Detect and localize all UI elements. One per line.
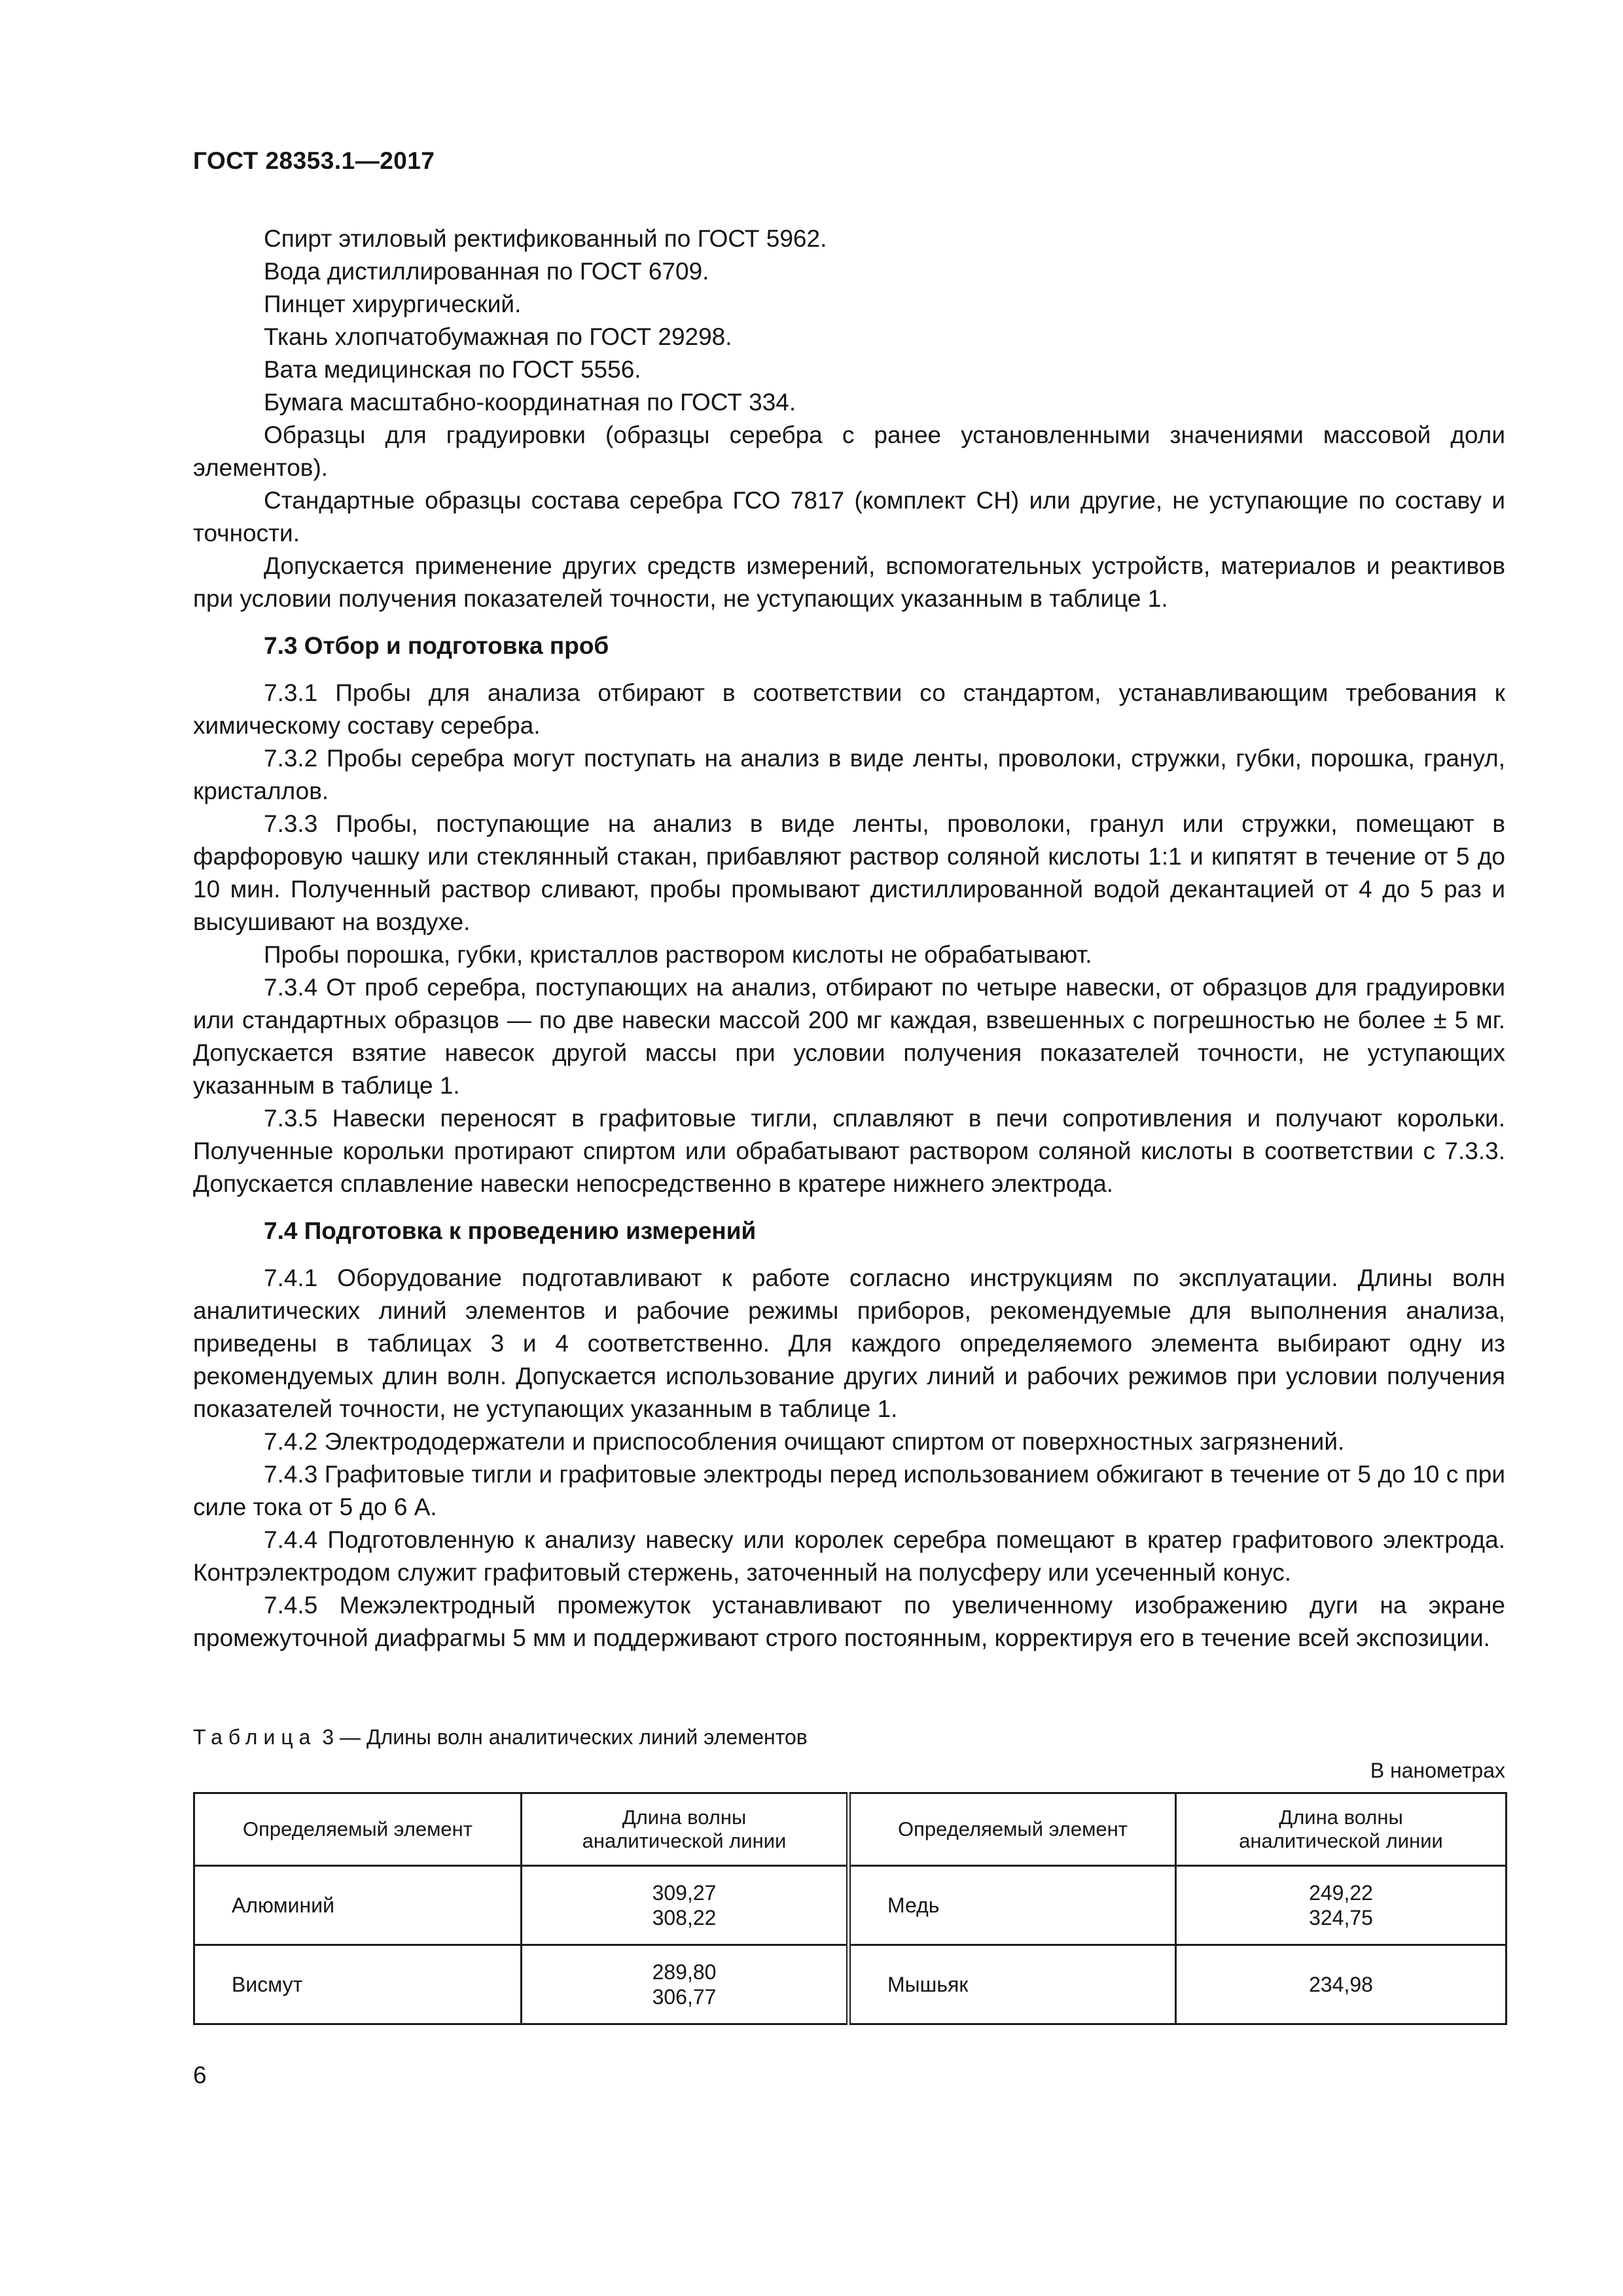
paragraph: 7.3.1 Пробы для анализа отбирают в соответствии со стандартом, устанавливающим требования к химическому составу серебра. bbox=[193, 679, 1505, 739]
table-caption-label: Таблица bbox=[193, 1725, 317, 1749]
page-number: 6 bbox=[193, 2062, 207, 2089]
paragraph: 7.4.2 Электрододержатели и приспособления очищают спиртом от поверхностных загрязнений. bbox=[264, 1428, 1345, 1455]
paragraph: Пинцет хирургический. bbox=[264, 291, 522, 317]
paragraph: Пробы порошка, губки, кристаллов раствором кислоты не обрабатывают. bbox=[264, 941, 1092, 968]
wavelength-table bbox=[193, 1792, 1507, 2025]
body-text bbox=[193, 223, 1505, 1655]
wavelength-cell: 249,22 324,75 bbox=[1176, 1866, 1507, 1945]
paragraph: 7.3.5 Навески переносят в графитовые тигли, сплавляют в печи сопротивления и получают корольки. Полученные корольки протирают спиртом или обрабатывают раствором соляной кислоты в соответствии с 7.3.3. Допускается сплавление навески непосредственно в кратере нижнего электрода. bbox=[193, 1105, 1505, 1197]
table-row bbox=[194, 1866, 1507, 1945]
wavelength-cell: 309,27 308,22 bbox=[522, 1866, 849, 1945]
wavelength-cell: 289,80 306,77 bbox=[522, 1945, 849, 2024]
paragraph: 7.3.2 Пробы серебра могут поступать на анализ в виде ленты, проволоки, стружки, губки, порошка, гранул, кристаллов. bbox=[193, 745, 1505, 804]
paragraph: Ткань хлопчатобумажная по ГОСТ 29298. bbox=[264, 323, 732, 350]
element-cell: Алюминий bbox=[194, 1866, 522, 1945]
paragraph: 7.4.5 Межэлектродный промежуток устанавливают по увеличенному изображению дуги на экране промежуточной диафрагмы 5 мм и поддерживают строго постоянным, корректируя его в течение всей экспозиции. bbox=[193, 1592, 1505, 1651]
wavelength-cell: 234,98 bbox=[1176, 1945, 1507, 2024]
paragraph: Вода дистиллированная по ГОСТ 6709. bbox=[264, 258, 709, 285]
table-units: В нанометрах bbox=[1370, 1759, 1505, 1782]
element-cell: Медь bbox=[849, 1866, 1176, 1945]
column-header: Определяемый элемент bbox=[194, 1793, 522, 1866]
section-heading-7-3: 7.3 Отбор и подготовка проб bbox=[264, 632, 609, 659]
paragraph: Стандартные образцы состава серебра ГСО 7817 (комплект СН) или другие, не уступающие по составу и точности. bbox=[193, 487, 1505, 547]
element-cell: Висмут bbox=[194, 1945, 522, 2024]
standard-header: ГОСТ 28353.1—2017 bbox=[193, 147, 435, 174]
table-row bbox=[194, 1945, 1507, 2024]
column-header: Длина волны аналитической линии bbox=[1176, 1793, 1507, 1866]
paragraph: Вата медицинская по ГОСТ 5556. bbox=[264, 356, 641, 383]
paragraph: Спирт этиловый ректификованный по ГОСТ 5962. bbox=[264, 225, 827, 252]
paragraph: Образцы для градуировки (образцы серебра с ранее установленными значениями массовой доли элементов). bbox=[193, 422, 1505, 481]
paragraph: 7.4.3 Графитовые тигли и графитовые электроды перед использованием обжигают в течение от 5 до 10 с при силе тока от 5 до 6 А. bbox=[193, 1461, 1505, 1520]
paragraph: Допускается применение других средств измерений, вспомогательных устройств, материалов и реактивов при условии получения показателей точности, не уступающих указанным в таблице 1. bbox=[193, 552, 1505, 612]
table-caption bbox=[193, 1724, 808, 1750]
section-heading-7-4: 7.4 Подготовка к проведению измерений bbox=[264, 1217, 757, 1244]
paragraph: 7.4.1 Оборудование подготавливают к работе согласно инструкциям по эксплуатации. Длины волн аналитических линий элементов и рабочие режимы приборов, рекомендуемые для выполнения анализа, приведены в таблицах 3 и 4 соответственно. Для каждого определяемого элемента выбирают одну из рекомендуемых длин волн. Допускается использование других линий и рабочих режимов при условии получения показателей точности, не уступающих указанным в таблице 1. bbox=[193, 1265, 1505, 1422]
column-header: Определяемый элемент bbox=[849, 1793, 1176, 1866]
paragraph: Бумага масштабно-координатная по ГОСТ 334. bbox=[264, 389, 796, 416]
column-header: Длина волны аналитической линии bbox=[522, 1793, 849, 1866]
element-cell: Мышьяк bbox=[849, 1945, 1176, 2024]
paragraph: 7.3.3 Пробы, поступающие на анализ в виде ленты, проволоки, гранул или стружки, помещают в фарфоровую чашку или стеклянный стакан, прибавляют раствор соляной кислоты 1:1 и кипятят в течение от 5 до 10 мин. Полученный раствор сливают, пробы промывают дистиллированной водой декантацией от 4 до 5 раз и высушивают на воздухе. bbox=[193, 810, 1505, 935]
table-caption-title: 3 — Длины волн аналитических линий элементов bbox=[316, 1725, 808, 1749]
table-header-row bbox=[194, 1793, 1507, 1866]
paragraph: 7.3.4 От проб серебра, поступающих на анализ, отбирают по четыре навески, от образцов для градуировки или стандартных образцов — по две навески массой 200 мг каждая, взвешенных с погрешностью не более ± 5 мг. Допускается взятие навесок другой массы при условии получения показателей точности, не уступающих указанным в таблице 1. bbox=[193, 974, 1505, 1099]
paragraph: 7.4.4 Подготовленную к анализу навеску или королек серебра помещают в кратер графитового электрода. Контрэлектродом служит графитовый стержень, заточенный на полусферу или усеченный конус. bbox=[193, 1526, 1505, 1586]
